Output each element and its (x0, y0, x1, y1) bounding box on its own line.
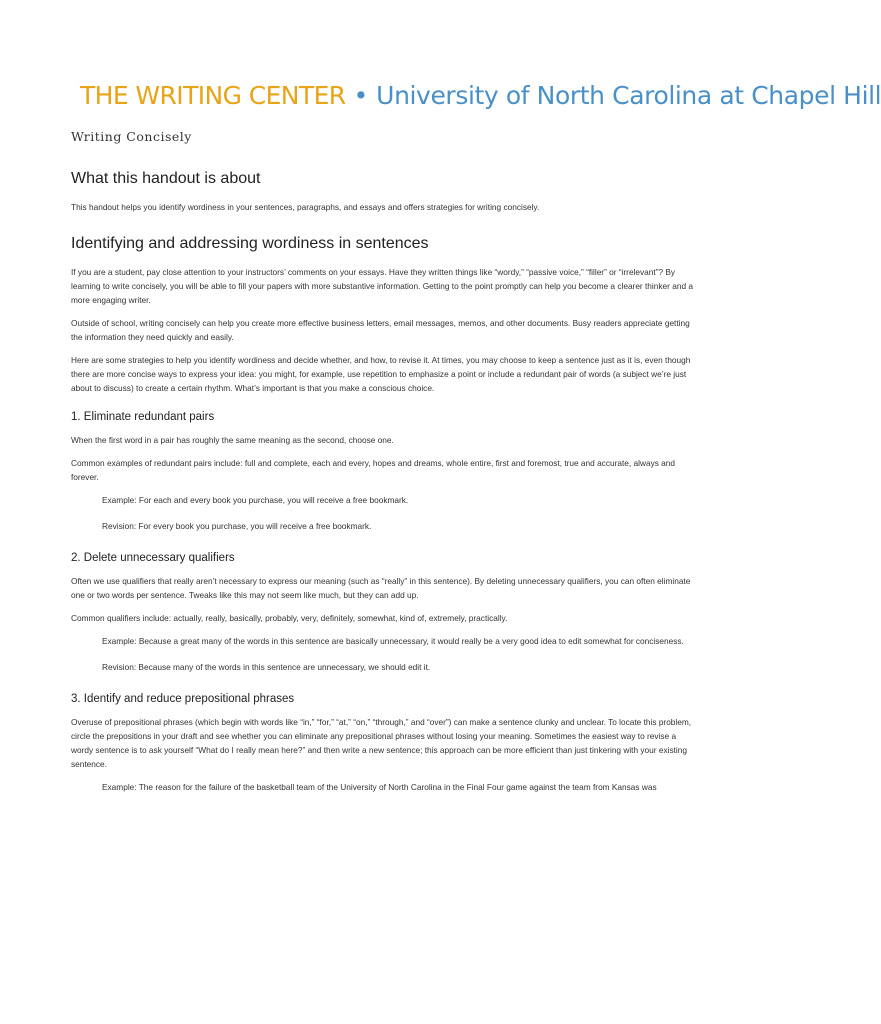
identifying-paragraph-2: Outside of school, writing concisely can help you create more effective business letters, email messages, memos, and other documents. Busy readers appreciate getting the information they need quickly and easily. (71, 318, 690, 342)
document-title: Writing Concisely (71, 129, 192, 144)
prepositional-example: Example: The reason for the failure of the basketball team of the University of North Carolina in the Final Four game against the team from Kansas was (102, 782, 657, 792)
document-body (71, 168, 697, 806)
qualifiers-paragraph-1: Often we use qualifiers that really aren’t necessary to express our meaning (such as “really” in this sentence). By deleting unnecessary qualifiers, you can often eliminate one or two words per sentence. Tweaks like this may not seem like much, but they can add up. (71, 576, 691, 600)
center-name: THE WRITING CENTER (80, 81, 346, 110)
qualifiers-paragraph-2: Common qualifiers include: actually, really, basically, probably, very, definitely, somewhat, kind of, extremely, practically. (71, 613, 508, 623)
section-heading-about: What this handout is about (71, 170, 261, 187)
redundant-pairs-revision: Revision: For every book you purchase, you will receive a free bookmark. (102, 521, 372, 531)
redundant-pairs-example: Example: For each and every book you purchase, you will receive a free bookmark. (102, 495, 409, 505)
redundant-pairs-paragraph-1: When the first word in a pair has roughly the same meaning as the second, choose one. (71, 435, 394, 445)
subheading-qualifiers: 2. Delete unnecessary qualifiers (71, 552, 235, 564)
subheading-redundant-pairs: 1. Eliminate redundant pairs (71, 411, 215, 423)
qualifiers-revision: Revision: Because many of the words in this sentence are unnecessary, we should edit it. (102, 662, 431, 672)
identifying-paragraph-3: Here are some strategies to help you identify wordiness and decide whether, and how, to revise it. At times, you may choose to keep a sentence just as it is, even though there are more concise ways to express your idea: you might, for example, use repetition to emphasize a point or include a redundant pair of words (a subject we’re just about to discuss) to create a certain rhythm. What’s important is that you make a conscious choice. (71, 355, 691, 393)
university-name: University of North Carolina at Chapel Hill (376, 81, 881, 110)
section-heading-identifying: Identifying and addressing wordiness in sentences (71, 235, 429, 252)
prepositional-paragraph-1: Overuse of prepositional phrases (which begin with words like “in,” “for,” “at,” “on,” “through,” and “over”) can make a sentence clunky and unclear. To locate this problem, circle the prepositions in your draft and see whether you can eliminate any prepositional phrases without losing your meaning. Sometimes the easiest way to revise a wordy sentence is to ask yourself “What do I really mean here?” and then write a new sentence; this approach can be more efficient than just tinkering with your existing sentence. (71, 717, 692, 769)
subheading-prepositional-phrases: 3. Identify and reduce prepositional phrases (71, 693, 295, 705)
about-paragraph: This handout helps you identify wordiness in your sentences, paragraphs, and essays and offers strategies for writing concisely. (71, 202, 540, 212)
qualifiers-example: Example: Because a great many of the words in this sentence are basically unnecessary, it would really be a very good idea to edit somewhat for conciseness. (102, 636, 684, 646)
writing-center-logo (80, 80, 881, 112)
redundant-pairs-paragraph-2: Common examples of redundant pairs include: full and complete, each and every, hopes and dreams, whole entire, first and foremost, true and accurate, always and forever. (71, 458, 676, 482)
logo-separator: • (345, 81, 377, 110)
identifying-paragraph-1: If you are a student, pay close attention to your instructors’ comments on your essays. Have they written things like “wordy,” “passive voice,” “filler” or “irrelevant”? By learning to write concisely, you will be able to fill your papers with more substantive information. Getting to the point promptly can help you become a clearer thinker and a more engaging writer. (71, 267, 693, 305)
